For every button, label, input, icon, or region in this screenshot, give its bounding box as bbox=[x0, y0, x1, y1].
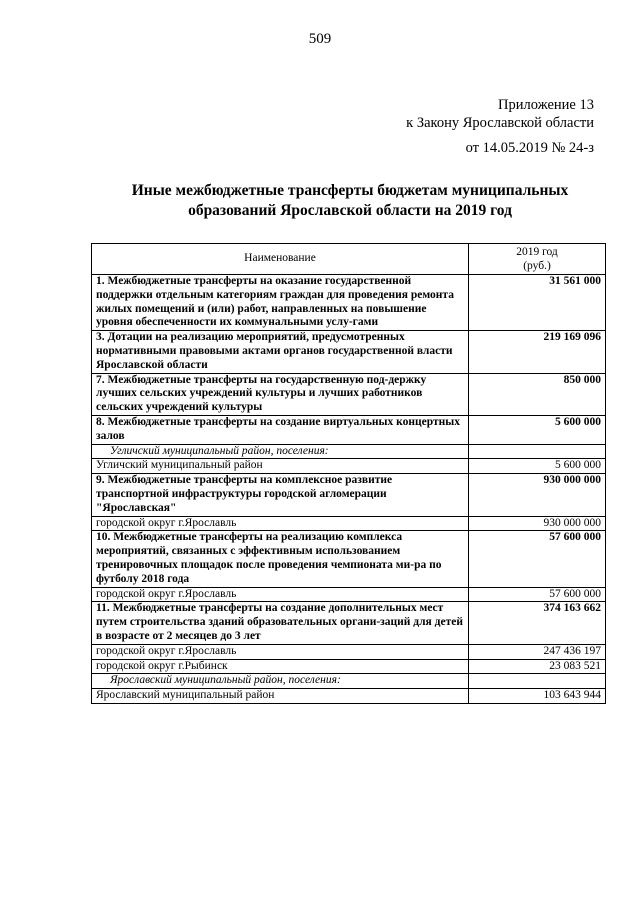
row-name-cell: 3. Дотации на реализацию мероприятий, предусмотренных нормативными правовыми актами органов государственной власти Ярославской области bbox=[92, 331, 469, 373]
column-header-value bbox=[469, 244, 606, 275]
table-row bbox=[92, 587, 606, 602]
appendix-law-date-number: от 14.05.2019 № 24-з bbox=[465, 140, 594, 156]
column-header-name: Наименование bbox=[92, 244, 469, 275]
table-row bbox=[92, 644, 606, 659]
row-name-cell: городской округ г.Ярославль bbox=[92, 516, 469, 531]
row-value-cell: 23 083 521 bbox=[469, 659, 606, 674]
row-value-cell: 5 600 000 bbox=[469, 459, 606, 474]
row-name-cell: Угличский муниципальный район bbox=[92, 459, 469, 474]
row-name-cell: городской округ г.Ярославль bbox=[92, 587, 469, 602]
row-value-cell bbox=[469, 444, 606, 459]
table-section-row bbox=[92, 531, 606, 587]
row-value-cell: 930 000 000 bbox=[469, 474, 606, 516]
table-subheader-row bbox=[92, 674, 606, 689]
row-name-cell: 1. Межбюджетные трансферты на оказание государственной поддержки отдельным категориям граждан для проведения ремонта жилых помещений и (или) работ, направленных на повышение уровня обеспеченности их коммунальными услу-гами bbox=[92, 275, 469, 331]
row-value-cell: 57 600 000 bbox=[469, 587, 606, 602]
row-value-cell: 31 561 000 bbox=[469, 275, 606, 331]
document-title-line-2: образований Ярославской области на 2019 год bbox=[188, 202, 512, 219]
row-value-cell: 930 000 000 bbox=[469, 516, 606, 531]
row-value-cell: 247 436 197 bbox=[469, 644, 606, 659]
row-name-cell: 8. Межбюджетные трансферты на создание виртуальных концертных залов bbox=[92, 415, 469, 444]
row-name-cell: городской округ г.Ярославль bbox=[92, 644, 469, 659]
table-header-row bbox=[92, 244, 606, 275]
column-header-year: 2019 год bbox=[516, 246, 558, 258]
row-name-cell: городской округ г.Рыбинск bbox=[92, 659, 469, 674]
table-row bbox=[92, 659, 606, 674]
row-name-cell: 10. Межбюджетные трансферты на реализацию комплекса мероприятий, связанных с эффективным использованием тренировочных площадок после проведения чемпионата ми-ра по футболу 2018 года bbox=[92, 531, 469, 587]
column-header-unit: (руб.) bbox=[523, 259, 551, 272]
table-section-row bbox=[92, 331, 606, 373]
row-value-cell: 103 643 944 bbox=[469, 689, 606, 704]
row-name-cell: 9. Межбюджетные трансферты на комплексное развитие транспортной инфраструктуры городской агломерации "Ярославская" bbox=[92, 474, 469, 516]
row-value-cell: 219 169 096 bbox=[469, 331, 606, 373]
row-name-cell: 7. Межбюджетные трансферты на государственную под-держку лучших сельских учреждений культуры и лучших работников сельских учреждений культуры bbox=[92, 373, 469, 415]
page-number: 509 bbox=[308, 31, 332, 47]
transfers-table bbox=[91, 243, 606, 704]
table-row bbox=[92, 516, 606, 531]
table-subheader-row bbox=[92, 444, 606, 459]
table-row bbox=[92, 689, 606, 704]
row-name-cell: Угличский муниципальный район, поселения: bbox=[92, 444, 469, 459]
row-value-cell: 57 600 000 bbox=[469, 531, 606, 587]
row-value-cell bbox=[469, 674, 606, 689]
appendix-label: Приложение 13 bbox=[498, 97, 594, 113]
row-value-cell: 5 600 000 bbox=[469, 415, 606, 444]
table-row bbox=[92, 459, 606, 474]
table-section-row bbox=[92, 373, 606, 415]
row-name-cell: Ярославский муниципальный район bbox=[92, 689, 469, 704]
appendix-law-reference: к Закону Ярославской области bbox=[406, 115, 594, 131]
row-name-cell: 11. Межбюджетные трансферты на создание дополнительных мест путем строительства зданий образовательных органи-заций для детей в возрасте от 2 месяцев до 3 лет bbox=[92, 602, 469, 644]
table-section-row bbox=[92, 415, 606, 444]
table-section-row bbox=[92, 602, 606, 644]
table-section-row bbox=[92, 474, 606, 516]
row-value-cell: 374 163 662 bbox=[469, 602, 606, 644]
table-section-row bbox=[92, 275, 606, 331]
document-title-line-1: Иные межбюджетные трансферты бюджетам муниципальных bbox=[131, 182, 569, 199]
row-value-cell: 850 000 bbox=[469, 373, 606, 415]
document-title bbox=[90, 181, 610, 221]
row-name-cell: Ярославский муниципальный район, поселения: bbox=[92, 674, 469, 689]
